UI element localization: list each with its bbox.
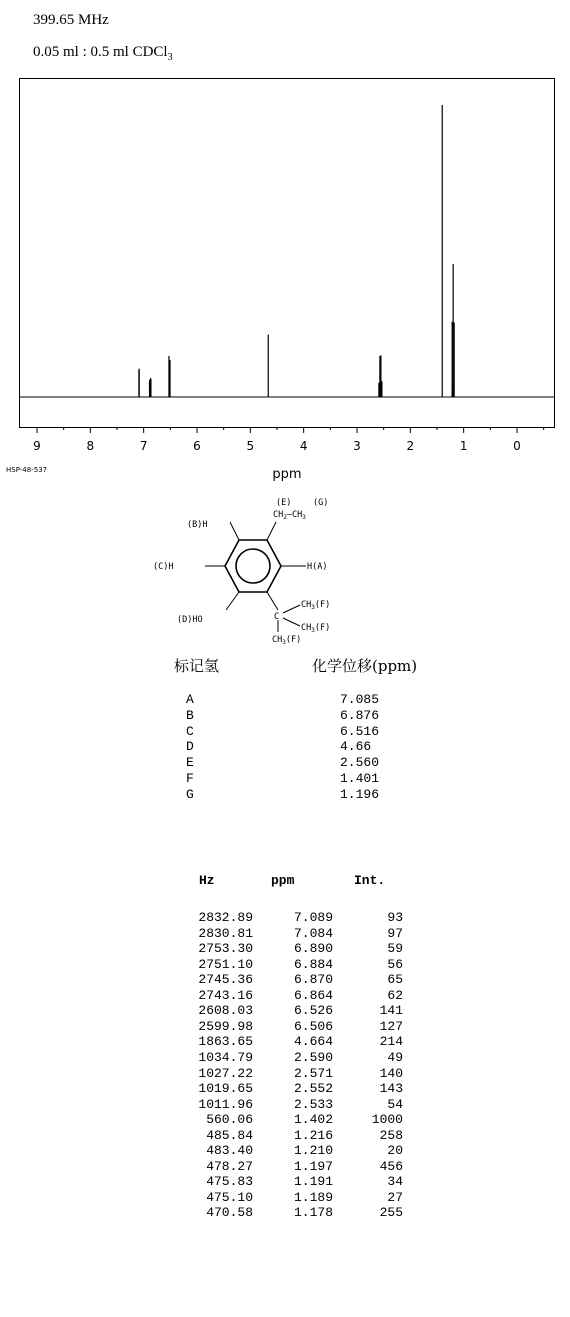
peak-hz: 1011.96 (198, 1096, 253, 1112)
peak-ppm: 4.664 (293, 1034, 333, 1050)
peak-hz: 478.27 (206, 1158, 253, 1174)
label-g: (G) (313, 498, 329, 508)
peak-hz: 475.10 (206, 1189, 253, 1205)
assign-label: E (186, 755, 194, 771)
assign-header-shift: 化学位移(ppm) (312, 657, 418, 675)
peak-int: 97 (387, 925, 403, 941)
peak-int: 214 (379, 1034, 403, 1050)
peak-hz: 560.06 (206, 1112, 253, 1128)
peak-ppm: 6.870 (293, 972, 333, 988)
assign-shift: 7.085 (340, 692, 380, 707)
peak-int: 255 (379, 1205, 403, 1221)
quaternary-carbon: C (274, 612, 280, 622)
methyl-f1: $CH_3(F)$ (301, 600, 331, 611)
peak-int: 62 (387, 987, 403, 1003)
label-c: (C)H (153, 562, 174, 572)
bond-e (267, 522, 276, 540)
peak-ppm: 1.178 (293, 1205, 333, 1221)
peak-ppm: 1.402 (293, 1112, 333, 1128)
x-axis-label: ppm (272, 467, 302, 482)
peak-ppm: 7.089 (293, 910, 333, 925)
spectrometer-frequency: 399.65 MHz (33, 12, 109, 28)
peak-ppm: 1.197 (293, 1158, 333, 1174)
peak-int: 93 (387, 910, 403, 925)
bond-quat (267, 592, 278, 610)
peak-int: 34 (387, 1174, 403, 1190)
peak-ppm: 6.506 (293, 1018, 333, 1034)
peak-int: 59 (387, 941, 403, 957)
methyl-f2: $CH_3(F)$ (301, 623, 331, 634)
peak-int: 141 (379, 1003, 403, 1019)
x-tick-label: 9 (33, 439, 41, 453)
peak-hz: 2753.30 (198, 941, 253, 957)
peak-int: 49 (387, 1049, 403, 1065)
peak-ppm: 6.526 (293, 1003, 333, 1019)
peak-hz: 485.84 (206, 1127, 253, 1143)
peak-int: 127 (379, 1018, 403, 1034)
peak-hz: 2830.81 (198, 925, 253, 941)
peak-ppm: 6.884 (293, 956, 333, 972)
peak-hz: 1034.79 (198, 1049, 253, 1065)
bond-b (230, 522, 239, 540)
peak-header-ppm: ppm (271, 873, 295, 888)
assign-shift: 6.516 (340, 723, 380, 739)
x-tick-label: 1 (459, 439, 468, 453)
solvent-subscript: 3 (167, 52, 173, 63)
aromatic-circle (236, 549, 270, 583)
x-tick-label: 7 (139, 439, 148, 453)
peak-hz: 2745.36 (198, 972, 253, 988)
peak-int: 20 (387, 1143, 403, 1159)
peak-header-int: Int. (354, 873, 386, 888)
x-tick-label: 8 (86, 439, 95, 453)
assign-shift: 6.876 (340, 707, 380, 723)
label-a: H(A) (307, 562, 328, 572)
peak-ppm: 1.216 (293, 1127, 333, 1143)
bond-f2 (283, 618, 300, 626)
x-tick-label: 5 (246, 439, 255, 453)
peak-header-hz: Hz (199, 873, 215, 888)
peak-int: 27 (387, 1189, 403, 1205)
solvent-text: 0.05 ml : 0.5 ml CDCl (33, 44, 168, 60)
peak-int: 1000 (371, 1112, 403, 1128)
assign-shift: 2.560 (340, 755, 380, 771)
assign-label: A (186, 692, 194, 707)
peak-ppm: 1.191 (293, 1174, 333, 1190)
peak-int: 54 (387, 1096, 403, 1112)
peak-ppm: 7.084 (293, 925, 333, 941)
assign-shift: 1.196 (340, 786, 380, 802)
peak-int: 56 (387, 956, 403, 972)
benzene-ring (225, 540, 281, 592)
methyl-f3: $CH_3(F)$ (272, 635, 302, 646)
label-b: (B)H (187, 520, 208, 530)
bond-d (226, 592, 239, 610)
assign-label: G (186, 786, 194, 802)
peak-int: 258 (379, 1127, 403, 1143)
assign-label: F (186, 771, 194, 786)
assign-header-label: 标记氢 (174, 657, 220, 675)
peak-hz: 2599.98 (198, 1018, 253, 1034)
assign-label: C (186, 723, 194, 739)
x-tick-label: 4 (299, 439, 308, 453)
peak-hz: 1863.65 (198, 1034, 253, 1050)
peak-ppm: 2.571 (293, 1065, 333, 1081)
peak-hz: 2608.03 (198, 1003, 253, 1019)
ch2-group: $CH_2—CH_3$ (273, 510, 306, 521)
peak-hz: 470.58 (206, 1205, 253, 1221)
label-d: (D)HO (177, 615, 203, 625)
peak-hz: 475.83 (206, 1174, 253, 1190)
assign-shift: 1.401 (340, 771, 380, 786)
assign-label: D (186, 739, 194, 755)
peak-ppm: 2.590 (293, 1049, 333, 1065)
peak-ppm: 6.890 (293, 941, 333, 957)
peak-hz: 2743.16 (198, 987, 253, 1003)
peak-int: 140 (379, 1065, 403, 1081)
peak-int: 65 (387, 972, 403, 988)
x-tick-label: 3 (353, 439, 361, 453)
bond-f1 (283, 605, 300, 613)
peak-ppm: 1.210 (293, 1143, 333, 1159)
label-e: (E) (276, 498, 292, 508)
x-tick-label: 2 (406, 439, 415, 453)
peak-int: 143 (379, 1081, 403, 1097)
x-tick-label: 6 (193, 439, 201, 453)
peak-hz: 483.40 (206, 1143, 253, 1159)
peak-int: 456 (379, 1158, 403, 1174)
peak-ppm: 2.552 (293, 1081, 333, 1097)
peak-ppm: 1.189 (293, 1189, 333, 1205)
peak-ppm: 6.864 (293, 987, 333, 1003)
peak-ppm: 2.533 (293, 1096, 333, 1112)
peak-hz: 2832.89 (198, 910, 253, 925)
x-tick-label: 0 (513, 439, 521, 453)
assign-shift: 4.66 (340, 739, 372, 755)
peak-hz: 1027.22 (198, 1065, 253, 1081)
assign-label: B (186, 707, 194, 723)
sample-code: HSP-48-537 (6, 466, 48, 474)
peak-hz: 2751.10 (198, 956, 253, 972)
peak-hz: 1019.65 (198, 1081, 253, 1097)
